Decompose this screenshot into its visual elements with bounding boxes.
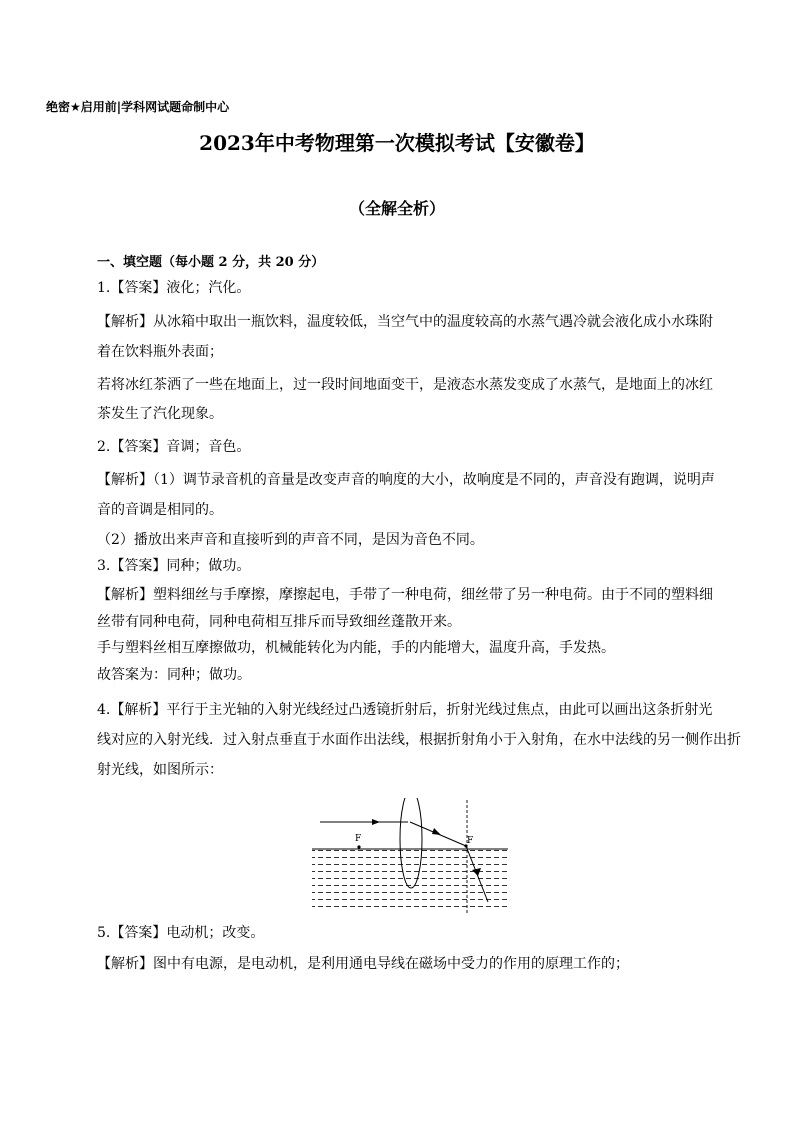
body-line: 茶发生了汽化现象。	[97, 406, 223, 422]
incident-arrow-icon	[372, 819, 380, 825]
body-line: 丝带有同种电荷，同种电荷相互排斥而导致细丝蓬散开来。	[97, 614, 461, 630]
body-line: 5.【答案】电动机；改变。	[97, 925, 265, 941]
body-line: 4.【解析】平行于主光轴的入射光线经过凸透镜折射后，折射光线过焦点，由此可以画出这条折射光	[97, 702, 713, 718]
section-title: 一、填空题（每小题 2 分，共 20 分）	[97, 255, 325, 270]
body-line: 射光线，如图所示：	[97, 762, 223, 778]
page-title: 2023年中考物理第一次模拟考试【安徽卷】	[199, 131, 595, 155]
body-line: 手与塑料丝相互摩擦做功，机械能转化为内能，手的内能增大，温度升高，手发热。	[97, 640, 615, 656]
body-line: 2.【答案】音调；音色。	[97, 439, 251, 455]
body-line: （2）播放出来声音和直接听到的声音不同，是因为音色不同。	[97, 532, 484, 548]
body-line: 音的音调是相同的。	[97, 502, 223, 518]
page-subtitle: （全解全析）	[348, 199, 445, 218]
focus-label-right: F	[467, 836, 474, 846]
body-line: 线对应的入射光线．过入射点垂直于水面作出法线，根据折射角小于入射角，在水中法线的另一侧作出折	[97, 732, 741, 748]
body-line: 【解析】（1）调节录音机的音量是改变声音的响度的大小，故响度是不同的，声音没有跑调，说明声	[97, 472, 715, 488]
body-line: 【解析】从冰箱中取出一瓶饮料，温度较低，当空气中的温度较高的水蒸气遇冷就会液化成小水珠附	[97, 314, 713, 330]
refracted-arrow-icon	[432, 828, 441, 835]
body-line: 着在饮料瓶外表面；	[97, 344, 223, 360]
body-line: 故答案为：同种；做功。	[97, 667, 251, 683]
body-line: 1.【答案】液化；汽化。	[97, 280, 251, 296]
header-note: 绝密★启用前|学科网试题命制中心	[46, 100, 230, 114]
body-line: 【解析】图中有电源，是电动机，是利用通电导线在磁场中受力的作用的原理工作的；	[97, 956, 629, 972]
body-line: 3.【答案】同种；做功。	[97, 558, 251, 574]
body-line: 若将冰红茶洒了一些在地面上，过一段时间地面变干，是液态水蒸发变成了水蒸气，是地面上的冰红	[97, 377, 713, 393]
water-region	[312, 850, 508, 912]
body-line: 【解析】塑料细丝与手摩擦，摩擦起电，手带了一种电荷，细丝带了另一种电荷。由于不同的塑料细	[97, 587, 713, 603]
focus-point-left	[357, 845, 360, 848]
focus-label-left: F	[355, 834, 362, 844]
lens-refraction-figure	[310, 798, 510, 918]
